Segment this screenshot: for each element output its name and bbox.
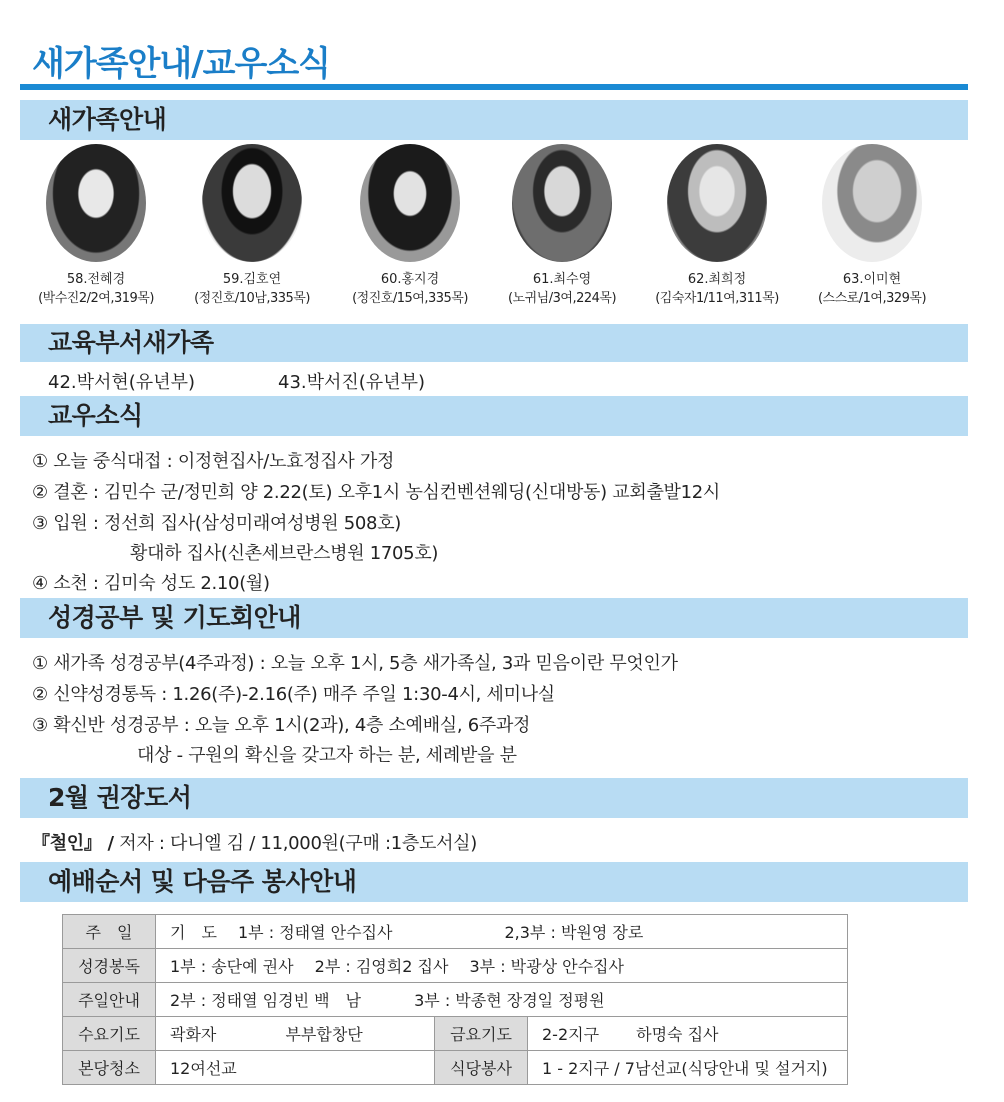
new-family-card (330, 144, 490, 306)
portrait-photo (822, 144, 922, 262)
new-family-info: (김숙자1/11여,311목) (655, 291, 779, 306)
bible-prayer-item: ② 신약성경통독 : 1.26(주)-2.16(주) 매주 주일 1:30-4시, 세미나실 (32, 684, 555, 705)
new-family-card (637, 144, 797, 306)
section-worship: 예배순서 및 다음주 봉사안내 (20, 862, 968, 902)
new-family-name: 63.이미현 (842, 272, 902, 287)
edu-new-family-item: 43.박서진(유년부) (278, 372, 425, 393)
bible-prayer-item: ① 새가족 성경공부(4주과정) : 오늘 오후 1시, 5층 새가족실, 3과 믿음이란 무엇인가 (32, 653, 678, 674)
portrait-photo (512, 144, 612, 262)
news-item: ② 결혼 : 김민수 군/정민희 양 2.22(토) 오후1시 농심컨벤션웨딩(신대방동) 교회출발12시 (32, 482, 721, 503)
new-family-info: (스스로/1여,329목) (817, 291, 927, 306)
section-new-family: 새가족안내 (20, 100, 968, 140)
section-bible-prayer: 성경공부 및 기도회안내 (20, 598, 968, 638)
new-family-info: (노귀님/3여,224목) (507, 291, 617, 306)
table-row (63, 983, 848, 1017)
table-row (63, 1051, 848, 1085)
news-item: ④ 소천 : 김미숙 성도 2.10(월) (32, 573, 270, 594)
service-table (62, 914, 848, 1085)
new-family-name: 59.김호연 (222, 272, 282, 287)
table-row (63, 949, 848, 983)
table-row (63, 915, 848, 949)
edu-new-family-item: 42.박서현(유년부) (48, 372, 195, 393)
table-cell: 1부 : 송단예 권사 2부 : 김영희2 집사 3부 : 박광상 안수집사 (156, 949, 848, 983)
new-family-card (792, 144, 952, 306)
table-header-cell: 주 일 (63, 915, 156, 949)
table-header-cell: 수요기도 (63, 1017, 156, 1051)
table-header-cell: 주일안내 (63, 983, 156, 1017)
table-row (63, 1017, 848, 1051)
portrait-photo (667, 144, 767, 262)
page-title: 새가족안내/교우소식 (32, 44, 331, 84)
new-family-name: 61.최수영 (532, 272, 592, 287)
new-family-info: (정진호/15여,335목) (352, 291, 468, 306)
portrait-photo (202, 144, 302, 262)
book-title: 『철인』 / (32, 833, 114, 854)
news-item-continued: 황대하 집사(신촌세브란스병원 1705호) (130, 543, 439, 564)
section-news: 교우소식 (20, 396, 968, 436)
table-header-cell: 금요기도 (435, 1017, 528, 1051)
new-family-info: (박수진2/2여,319목) (38, 291, 154, 306)
section-books: 2월 권장도서 (20, 778, 968, 818)
new-family-info: (정진호/10남,335목) (194, 291, 310, 306)
new-family-card (16, 144, 176, 306)
new-family-card (172, 144, 332, 306)
title-rule (20, 84, 968, 90)
bible-prayer-item-continued: 대상 - 구원의 확신을 갖고자 하는 분, 세례받을 분 (137, 745, 517, 766)
bible-prayer-item: ③ 확신반 성경공부 : 오늘 오후 1시(2과), 4층 소예배실, 6주과정 (32, 715, 531, 736)
book-recommendation (32, 829, 477, 855)
news-item: ① 오늘 중식대접 : 이정현집사/노효정집사 가정 (32, 451, 395, 472)
table-header-cell: 본당청소 (63, 1051, 156, 1085)
table-cell: 1 - 2지구 / 7남선교(식당안내 및 설거지) (528, 1051, 848, 1085)
table-cell: 기 도 1부 : 정태열 안수집사 2,3부 : 박원영 장로 (156, 915, 848, 949)
portrait-photo (360, 144, 460, 262)
portrait-photo (46, 144, 146, 262)
new-family-card (482, 144, 642, 306)
table-cell: 12여선교 (156, 1051, 435, 1085)
news-item: ③ 입원 : 정선희 집사(삼성미래여성병원 508호) (32, 513, 402, 534)
new-family-name: 58.전혜경 (66, 272, 126, 287)
new-family-portraits (20, 144, 968, 324)
table-header-cell: 식당봉사 (435, 1051, 528, 1085)
new-family-name: 60.홍지경 (380, 272, 440, 287)
table-cell: 2-2지구 하명숙 집사 (528, 1017, 848, 1051)
section-edu-new-family: 교육부서새가족 (20, 324, 968, 362)
table-header-cell: 성경봉독 (63, 949, 156, 983)
new-family-name: 62.최희정 (687, 272, 747, 287)
table-cell: 곽화자 부부합창단 (156, 1017, 435, 1051)
table-cell: 2부 : 정태열 임경빈 백 남 3부 : 박종현 장경일 정평원 (156, 983, 848, 1017)
book-details: 저자 : 다니엘 김 / 11,000원(구매 :1층도서실) (113, 833, 477, 854)
